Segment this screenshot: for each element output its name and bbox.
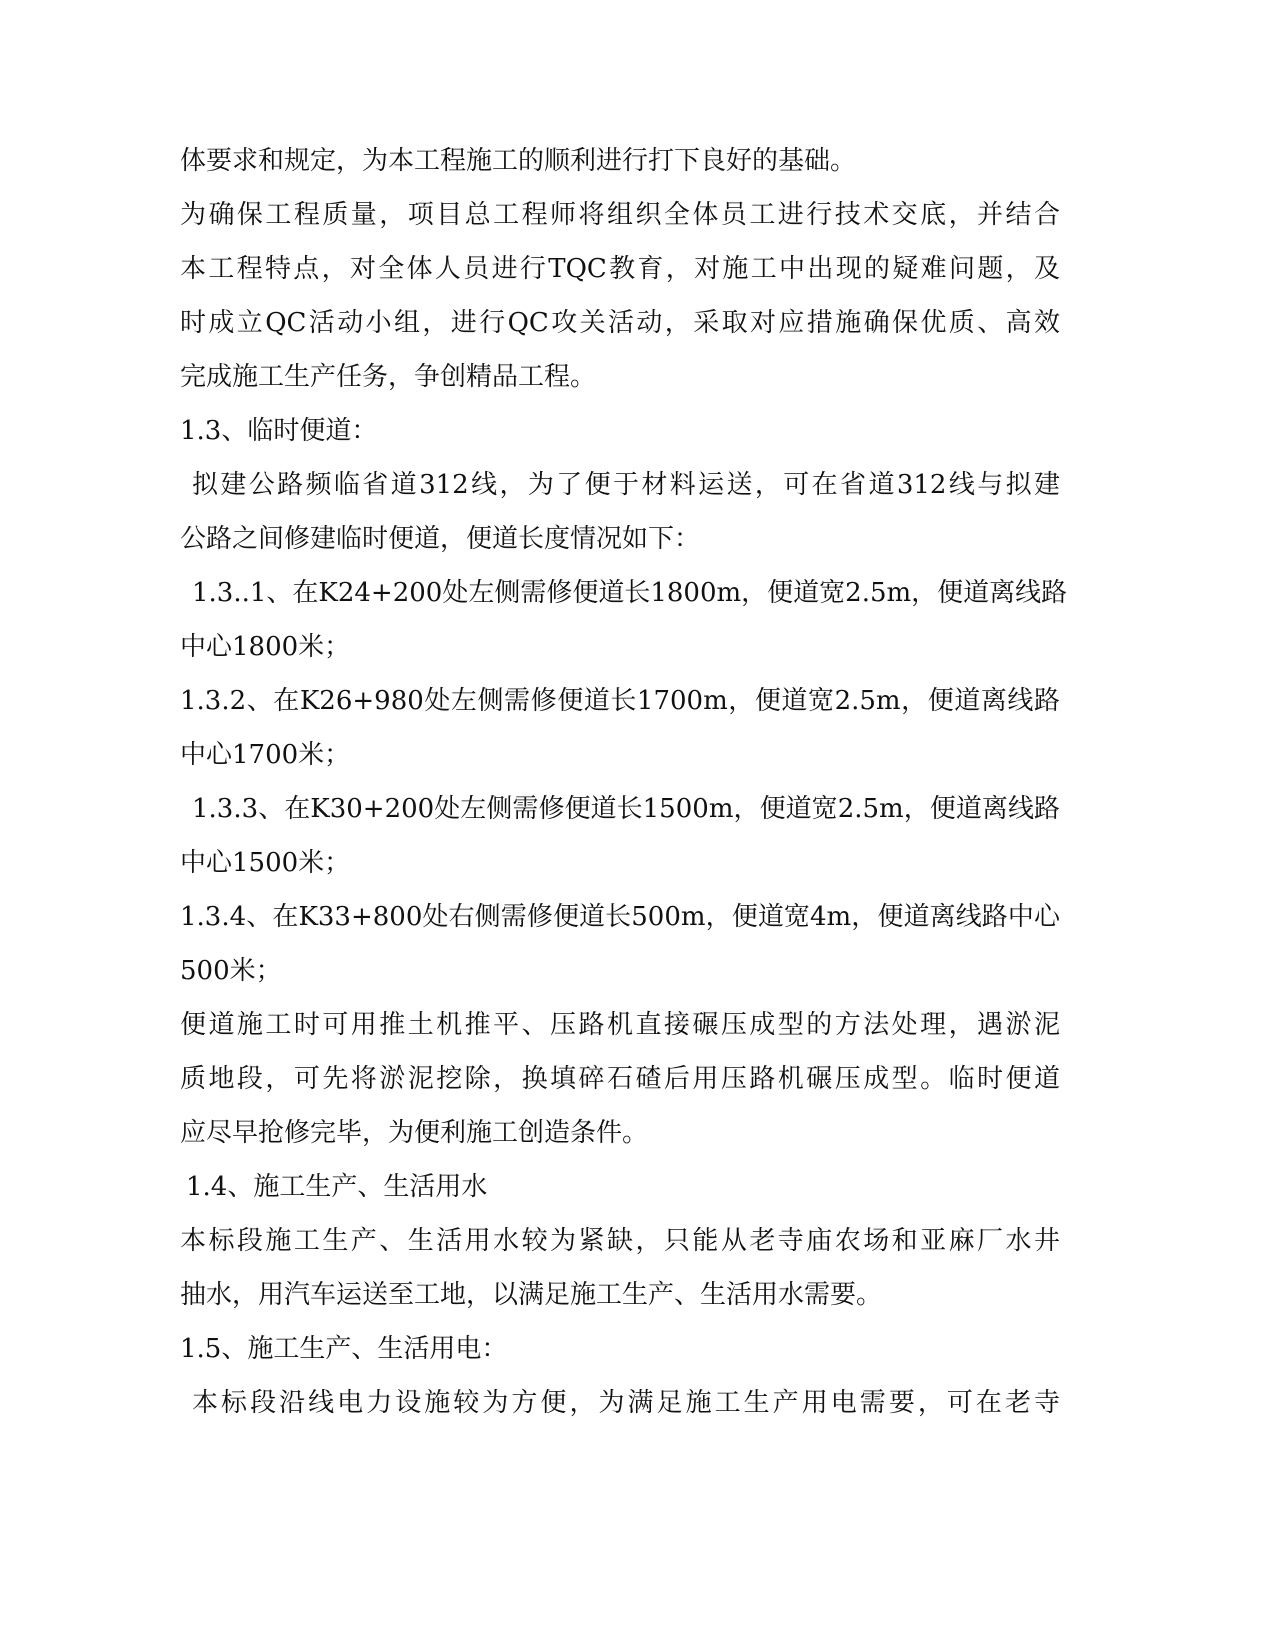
paragraph-line: 中心1800米； [180, 632, 351, 662]
list-item-1-3-3: 1.3.3、在K30+200处左侧需修便道长1500m，便道宽2.5m，便道离线路 [192, 794, 1060, 824]
paragraph-line: 本工程特点，对全体人员进行TQC教育，对施工中出现的疑难问题，及 [180, 254, 1060, 284]
paragraph-line: 体要求和规定，为本工程施工的顺利进行打下良好的基础。 [180, 146, 857, 176]
paragraph-line: 完成施工生产任务，争创精品工程。 [180, 362, 597, 392]
paragraph-line: 中心1500米； [180, 848, 351, 878]
list-item-1-3-4: 1.3.4、在K33+800处右侧需修便道长500m，便道宽4m，便道离线路中心 [180, 902, 1060, 932]
paragraph-line: 为确保工程质量，项目总工程师将组织全体员工进行技术交底，并结合 [180, 200, 1060, 230]
paragraph-line: 拟建公路频临省道312线，为了便于材料运送，可在省道312线与拟建 [192, 470, 1060, 500]
section-heading-1-3: 1.3、临时便道： [180, 416, 378, 446]
paragraph-line: 中心1700米； [180, 740, 351, 770]
paragraph-line: 质地段，可先将淤泥挖除，换填碎石碴后用压路机碾压成型。临时便道 [180, 1064, 1060, 1094]
paragraph-line: 公路之间修建临时便道，便道长度情况如下： [180, 524, 701, 554]
paragraph-line: 500米； [180, 956, 282, 986]
paragraph-line: 本标段沿线电力设施较为方便，为满足施工生产用电需要，可在老寺 [192, 1388, 1060, 1418]
paragraph-line: 时成立QC活动小组，进行QC攻关活动，采取对应措施确保优质、高效 [180, 308, 1060, 338]
list-item-1-3-1: 1.3..1、在K24+200处左侧需修便道长1800m，便道宽2.5m，便道离线路 [192, 578, 1068, 608]
paragraph-line: 抽水，用汽车运送至工地，以满足施工生产、生活用水需要。 [180, 1280, 883, 1310]
paragraph-line: 应尽早抢修完毕，为便利施工创造条件。 [180, 1118, 649, 1148]
paragraph-line: 本标段施工生产、生活用水较为紧缺，只能从老寺庙农场和亚麻厂水井 [180, 1226, 1060, 1256]
list-item-1-3-2: 1.3.2、在K26+980处左侧需修便道长1700m，便道宽2.5m，便道离线路 [180, 686, 1060, 716]
section-heading-1-4: 1.4、施工生产、生活用水 [186, 1172, 488, 1202]
paragraph-line: 便道施工时可用推土机推平、压路机直接碾压成型的方法处理，遇淤泥 [180, 1010, 1060, 1040]
section-heading-1-5: 1.5、施工生产、生活用电： [180, 1334, 508, 1364]
